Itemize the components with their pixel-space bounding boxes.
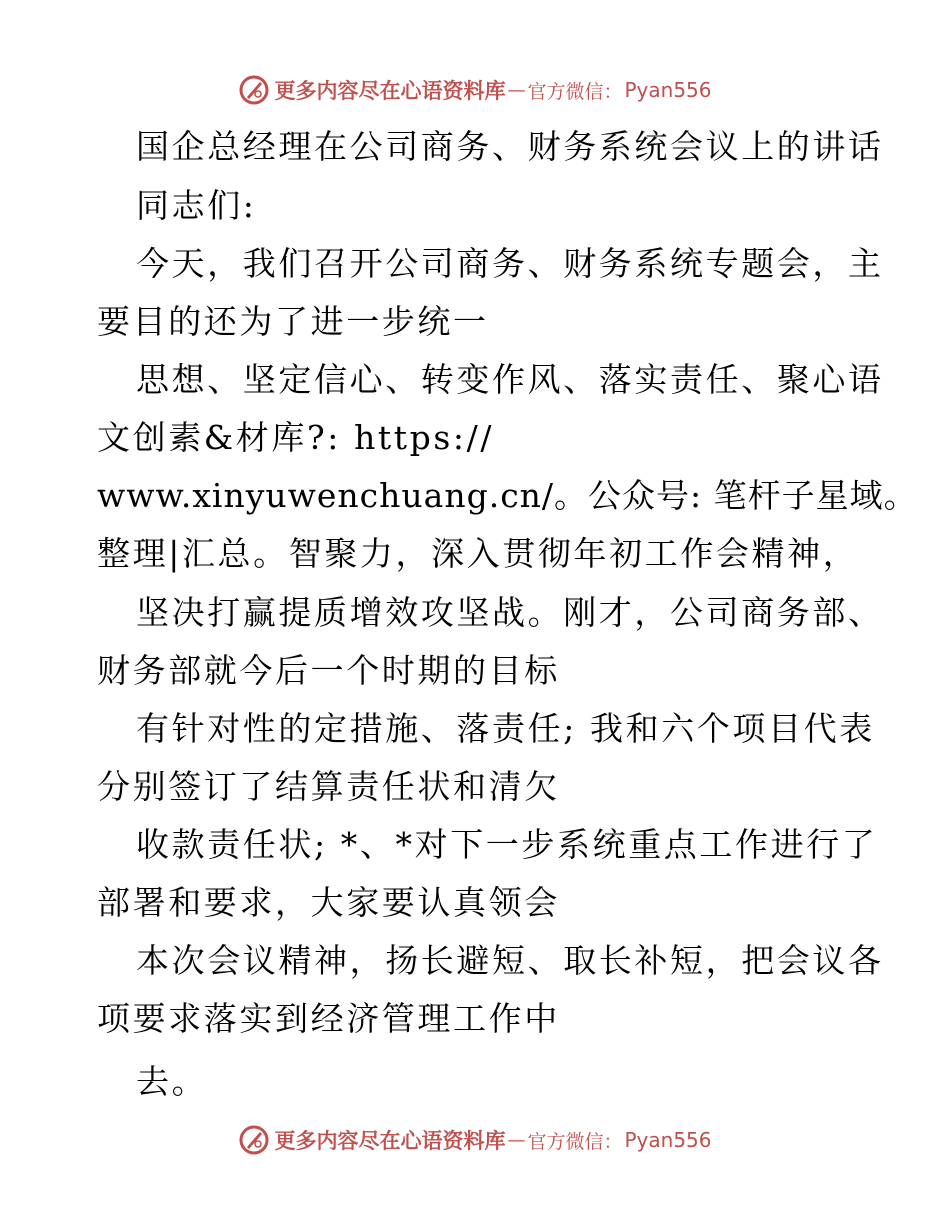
banner-wechat-id: Pyan556 <box>624 1128 712 1152</box>
quill-circle-icon <box>238 1124 270 1156</box>
header-banner <box>0 70 950 110</box>
banner-wechat-label: 官方微信： <box>527 80 623 103</box>
doc-line: 分别签订了结算责任状和清欠 <box>97 767 560 806</box>
doc-line: 今天，我们召开公司商务、财务系统专题会，主 <box>136 244 884 283</box>
banner-dash: — <box>507 79 526 101</box>
banner-wechat-label: 官方微信： <box>527 1130 623 1153</box>
banner-wechat-id: Pyan556 <box>624 78 712 102</box>
doc-line: 本次会议精神，扬长避短、取长补短，把会议各 <box>136 941 884 980</box>
doc-line: 收款责任状; *、*对下一步系统重点工作进行了 <box>136 825 878 864</box>
doc-line: www.xinyuwenchuang.cn/。公众号: 笔杆子星域。 <box>97 476 918 515</box>
doc-line: 坚决打赢提质增效攻坚战。刚才，公司商务部、 <box>136 593 884 632</box>
doc-line: 部署和要求，大家要认真领会 <box>97 883 560 922</box>
doc-line: 要目的还为了进一步统一 <box>97 302 489 341</box>
banner-dash: — <box>507 1129 526 1151</box>
doc-line: 整理|汇总。智聚力，深入贯彻年初工作会精神， <box>97 534 859 573</box>
doc-line: 项要求落实到经济管理工作中 <box>97 999 560 1038</box>
quill-circle-icon <box>238 74 270 106</box>
doc-line: 去。 <box>136 1062 208 1101</box>
doc-line: 财务部就今后一个时期的目标 <box>97 651 560 690</box>
banner-main-text: 更多内容尽在心语资料库 <box>274 78 506 103</box>
doc-line: 思想、坚定信心、转变作风、落实责任、聚心语 <box>136 360 884 399</box>
doc-line: 文创素&材库?: https:// <box>97 418 495 457</box>
doc-line: 有针对性的定措施、落责任; 我和六个项目代表 <box>136 709 875 748</box>
footer-banner <box>0 1120 950 1160</box>
banner-main-text: 更多内容尽在心语资料库 <box>274 1128 506 1153</box>
doc-title: 国企总经理在公司商务、财务系统会议上的讲话 <box>136 127 884 166</box>
doc-line: 同志们: <box>136 186 257 225</box>
